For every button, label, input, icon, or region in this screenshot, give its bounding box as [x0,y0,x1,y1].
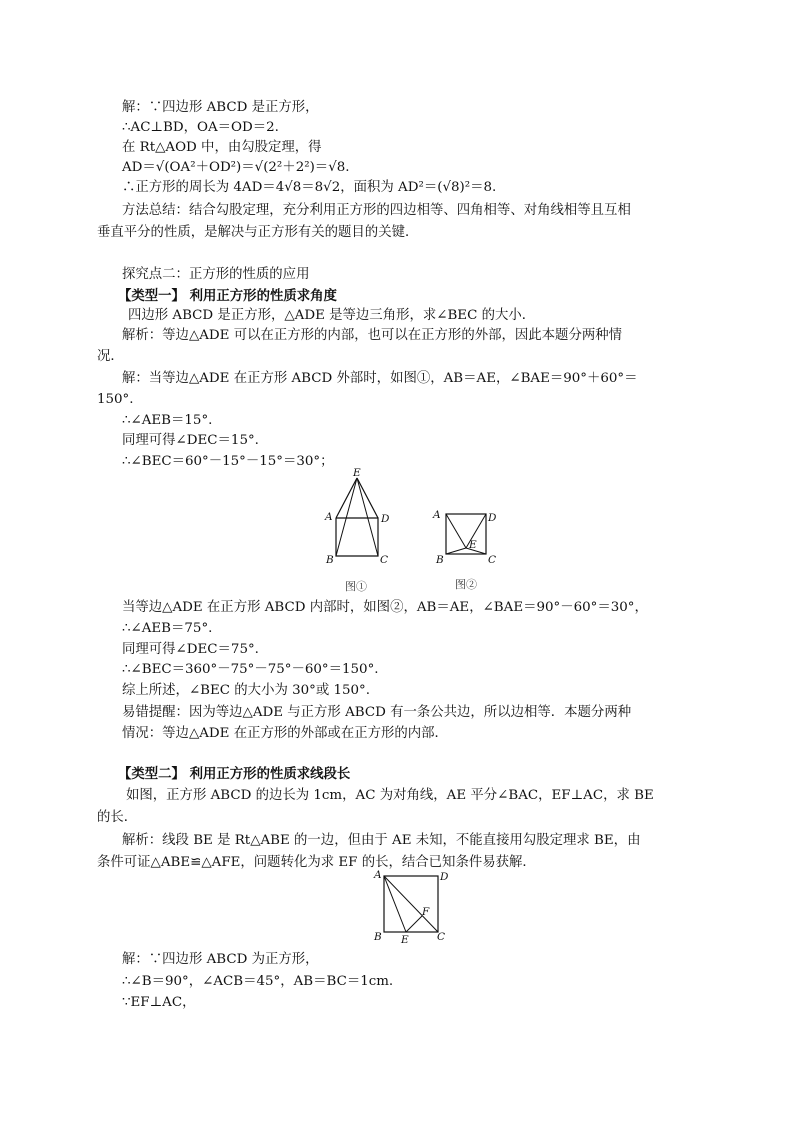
solution-line: ∵EF⊥AC， [122,995,196,1010]
solution-line: ∴∠AEB＝15°. [122,413,213,428]
analysis-line-cont: 况． [97,349,124,364]
method-summary: 方法总结：结合勾股定理，充分利用正方形的四边相等、四角相等、对角线相等且互相 [122,203,631,218]
text-line: 解：∵四边形 ABCD 是正方形， [122,100,319,115]
fig1-label-d: D [381,513,390,525]
figure-3 [370,866,456,946]
solution-line: ∴∠AEB＝75°. [122,621,213,636]
figure-1 [318,468,398,568]
solution-line: 同理可得∠DEC＝75°. [122,642,259,657]
formula-line: ∴正方形的周长为 4AD＝4√8＝8√2，面积为 AD²＝(√8)²＝8. [122,180,497,195]
solution-line: 当等边△ADE 在正方形 ABCD 内部时，如图②，AB＝AE，∠BAE＝90°－60°＝30°， [122,600,648,615]
method-summary-cont: 垂直平分的性质，是解决与正方形有关的题目的关键． [97,225,419,240]
fig3-label-a: A [374,869,382,881]
section-title: 探究点二：正方形的性质的应用 [122,267,310,282]
solution-line: ∴∠BEC＝360°－75°－75°－60°＝150°. [122,662,379,677]
formula-line: AD＝√(OA²＋OD²)＝√(2²＋2²)＝√8. [122,160,350,175]
type-one-heading: 【类型一】 利用正方形的性质求角度 [118,288,337,304]
problem-statement-cont: 的长． [97,810,138,825]
figure-2-caption: 图② [455,578,477,591]
fig2-label-e: E [469,539,477,551]
fig3-label-d: D [440,871,449,883]
fig3-label-b: B [374,931,382,943]
analysis-line: 解析：线段 BE 是 Rt△ABE 的一边，但由于 AE 未知，不能直接用勾股定理求 BE，由 [122,833,641,848]
solution-line: 同理可得∠DEC＝15°. [122,433,259,448]
fig2-label-a: A [433,509,441,521]
conclusion-line: 综上所述，∠BEC 的大小为 30°或 150°. [122,683,371,698]
problem-statement: 四边形 ABCD 是正方形，△ADE 是等边三角形，求∠BEC 的大小． [128,308,536,323]
fig3-label-e: E [401,934,409,946]
fig2-label-c: C [488,554,497,566]
solution-line: 解：∵四边形 ABCD 为正方形， [122,952,319,967]
figure-2 [428,500,504,570]
warning-note-cont: 情况：等边△ADE 在正方形的外部或在正方形的内部． [122,726,448,741]
solution-line: 解：当等边△ADE 在正方形 ABCD 外部时，如图①，AB＝AE，∠BAE＝90°＋60°＝ [122,371,638,386]
problem-statement: 如图，正方形 ABCD 的边长为 1cm，AC 为对角线，AE 平分∠BAC，EF⊥AC，求 BE [126,788,654,803]
fig1-label-c: C [380,554,389,566]
fig3-label-c: C [437,931,446,943]
warning-note: 易错提醒：因为等边△ADE 与正方形 ABCD 有一条公共边，所以边相等．本题分两种 [122,705,632,720]
analysis-line: 解析：等边△ADE 可以在正方形的内部，也可以在正方形的外部，因此本题分两种情 [122,328,623,343]
fig2-label-b: B [436,554,444,566]
solution-line-cont: 150°. [97,392,134,407]
fig2-label-d: D [488,512,497,524]
figure-1-caption: 图① [345,580,367,593]
fig1-label-b: B [326,554,334,566]
analysis-line-cont: 条件可证△ABE≌△AFE，问题转化为求 EF 的长，结合已知条件易获解． [97,855,536,870]
type-two-heading: 【类型二】 利用正方形的性质求线段长 [118,766,351,782]
solution-line: ∴∠B＝90°，∠ACB＝45°，AB＝BC＝1cm. [122,974,394,989]
fig1-label-e: E [353,468,361,479]
text-line: ∴AC⊥BD，OA＝OD＝2. [122,120,279,135]
solution-line: ∴∠BEC＝60°－15°－15°＝30°； [122,454,334,469]
fig1-label-a: A [325,511,333,523]
fig3-label-f: F [422,906,430,918]
text-line: 在 Rt△AOD 中，由勾股定理，得 [122,140,322,155]
